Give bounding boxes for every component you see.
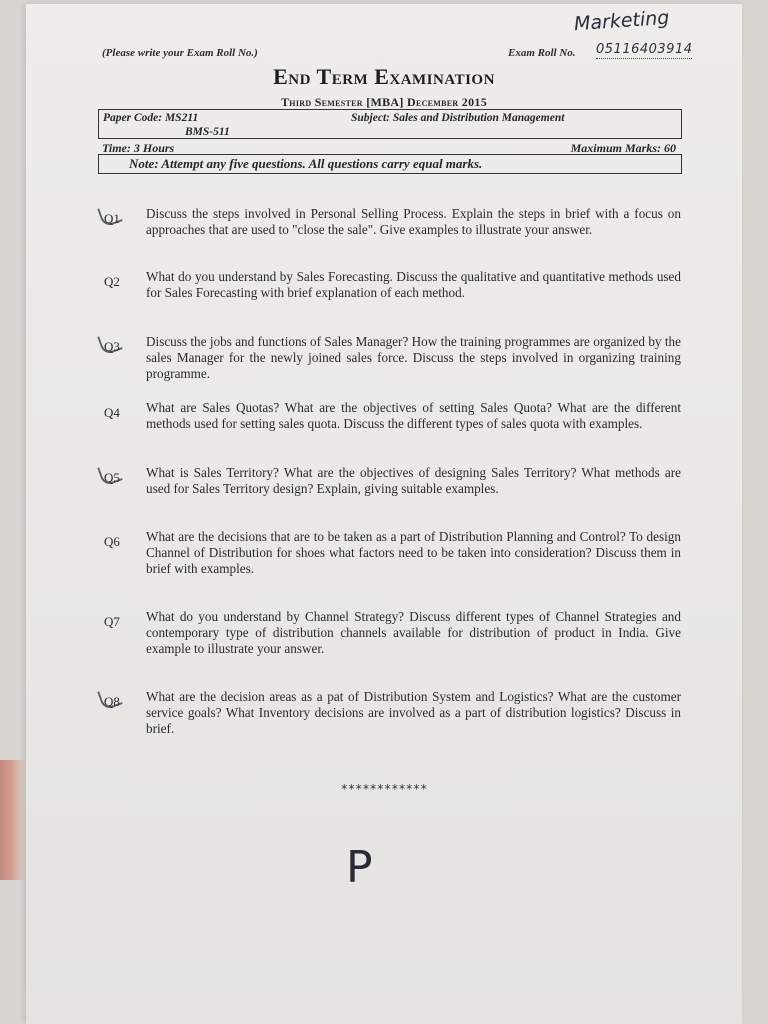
question-number: Q7 (104, 614, 120, 629)
roll-number-label: Exam Roll No. (508, 47, 576, 59)
time-label: Time: 3 Hours (102, 141, 175, 155)
question-number: Q3 (104, 339, 120, 354)
question-number: Q4 (104, 405, 120, 420)
question-text: What do you understand by Sales Forecasting. Discuss the qualitative and quantitative methods used for Sales Forecasting with brief explanation of each method. (146, 269, 681, 301)
roll-number-value: 05116403914 (596, 42, 693, 57)
question-text: Discuss the jobs and functions of Sales Manager? How the training programmes are organized by the sales Manager for the newly joined sales force. Discuss the steps involved in organizing training programme. (146, 334, 681, 382)
question-number: Q6 (104, 534, 120, 549)
paper-code-secondary: BMS-511 (185, 126, 230, 138)
subject-label: Subject: Sales and Distribution Management (351, 112, 565, 124)
end-of-paper-stars: ************ (340, 782, 428, 796)
instruction-note-box (98, 154, 682, 174)
exam-paper (26, 4, 742, 1024)
question-text: What do you understand by Channel Strategy? Discuss different types of Channel Strategies and contemporary type of distribution channels available for distribution of product in India. Give example to illustrate your answer. (146, 609, 681, 657)
page-edge-shadow (0, 760, 26, 880)
instruction-note: Note: Attempt any five questions. All questions carry equal marks. (129, 156, 483, 171)
question-number: Q1 (104, 211, 120, 226)
paper-info-box (98, 109, 682, 139)
question-number: Q8 (104, 694, 120, 709)
question-text: Discuss the steps involved in Personal Selling Process. Explain the steps in brief with a focus on approaches that are used to "close the sale". Give examples to illustrate your answer. (146, 206, 681, 238)
handwritten-mark: P (346, 842, 373, 893)
question-text: What are the decisions that are to be taken as a part of Distribution Planning and Control? To design Channel of Distribution for shoes what factors need to be taken into consideration? Discuss them in brief with examples. (146, 529, 681, 577)
question-text: What is Sales Territory? What are the objectives of designing Sales Territory? What methods are used for Sales Territory design? Explain, giving suitable examples. (146, 465, 681, 497)
max-marks-label: Maximum Marks: 60 (570, 141, 676, 155)
roll-number-instruction: (Please write your Exam Roll No.) (102, 47, 258, 59)
exam-title: End Term Examination (273, 64, 495, 89)
exam-subtitle: Third Semester [MBA] December 2015 (281, 95, 487, 109)
question-text: What are Sales Quotas? What are the objectives of setting Sales Quota? What are the different methods used for setting sales quota. Discuss the different types of sales quota with examples. (146, 400, 681, 432)
question-number: Q2 (104, 274, 120, 289)
handwritten-subject-note: Marketing (573, 6, 671, 36)
time-marks-row (98, 141, 680, 155)
question-number: Q5 (104, 470, 120, 485)
question-text: What are the decision areas as a pat of Distribution System and Logistics? What are the customer service goals? What Inventory decisions are involved as a part of distribution logistics? Discuss in brief. (146, 689, 681, 737)
paper-code: Paper Code: MS211 (103, 112, 199, 124)
